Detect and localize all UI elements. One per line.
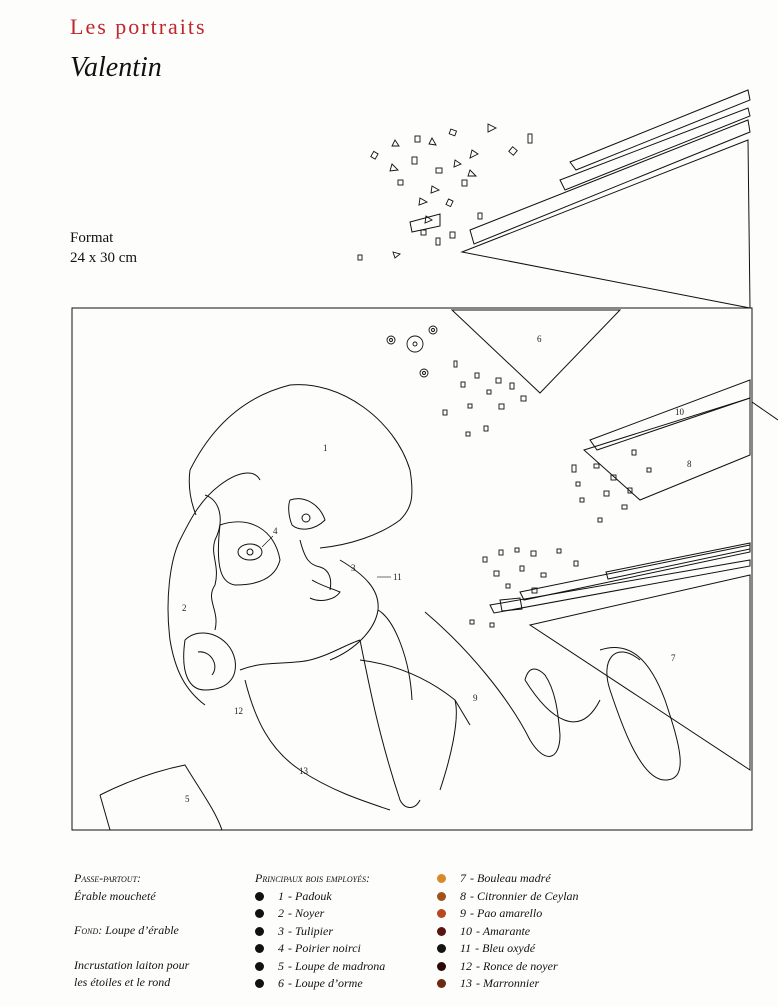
wood-color-dot: [437, 874, 446, 883]
wood-color-dot: [437, 927, 446, 936]
region-number: 9: [473, 693, 478, 703]
format-value: 24 x 30 cm: [70, 250, 138, 266]
wood-number: 9: [460, 906, 466, 920]
wood-number: 13: [460, 976, 472, 990]
wood-color-dot: [437, 944, 446, 953]
wood-item: [437, 888, 637, 906]
wood-name: - Marronnier: [476, 976, 540, 990]
wood-name: - Bouleau madré: [470, 871, 551, 885]
wood-item: [437, 940, 637, 958]
wood-number: 1: [278, 888, 284, 903]
fond-value: Loupe d’érable: [102, 923, 179, 937]
wood-number: 11: [460, 941, 472, 955]
region-number: 6: [537, 334, 542, 344]
wood-item: [437, 905, 637, 923]
artwork-frame: [72, 308, 752, 830]
wood-number: 12: [460, 958, 472, 973]
fond-label: Fond:: [74, 923, 103, 937]
wood-name: - Citronnier de Ceylan: [470, 888, 579, 903]
top-decoration: [358, 90, 750, 308]
wood-item: [255, 975, 445, 993]
wood-item: [437, 923, 637, 941]
passe-partout-value: Érable moucheté: [74, 888, 156, 903]
region-number: 13: [299, 766, 308, 776]
region-number: 5: [185, 794, 190, 804]
background-geometry: [387, 310, 750, 770]
region-number: 4: [273, 526, 278, 536]
wood-name: - Padouk: [288, 888, 332, 903]
incrustation-line-1: Incrustation laiton pour: [74, 957, 190, 972]
wood-number: 8: [460, 888, 466, 903]
wood-name: - Pao amarello: [470, 906, 543, 920]
incrustation-line-2: les étoiles et le rond: [74, 975, 171, 989]
region-number: 2: [182, 603, 187, 613]
wood-color-dot: [255, 962, 264, 971]
region-number: 1: [323, 443, 328, 453]
wood-item: [437, 958, 637, 976]
wood-number: 6: [278, 976, 284, 990]
wood-name: - Loupe d’orme: [288, 976, 363, 990]
series-title: Les portraits: [70, 14, 207, 39]
wood-item: [437, 870, 637, 888]
wood-number: 4: [278, 941, 284, 955]
region-number: 7: [671, 653, 676, 663]
wood-color-dot: [437, 909, 446, 918]
wood-item: [255, 958, 445, 976]
wood-item: [255, 905, 445, 923]
wood-number: 3: [278, 923, 284, 938]
region-number: 3: [351, 563, 356, 573]
legend-woods-col2: [437, 870, 637, 993]
wood-name: - Loupe de madrona: [288, 958, 386, 973]
legend-materials: [74, 870, 244, 992]
portrait-figure: [100, 385, 680, 830]
region-number: 11: [393, 572, 402, 582]
wood-color-dot: [255, 979, 264, 988]
wood-name: - Poirier noirci: [288, 941, 361, 955]
wood-color-dot: [255, 892, 264, 901]
wood-color-dot: [255, 944, 264, 953]
wood-color-dot: [437, 962, 446, 971]
wood-color-dot: [437, 979, 446, 988]
wood-number: 5: [278, 958, 284, 973]
format-label: Format: [70, 230, 114, 246]
wood-name: - Noyer: [288, 906, 325, 920]
wood-color-dot: [255, 909, 264, 918]
wood-number: 7: [460, 871, 466, 885]
woods-header: Principaux bois employés:: [255, 871, 370, 885]
region-number: 12: [234, 706, 243, 716]
wood-number: 2: [278, 906, 284, 920]
wood-name: - Tulipier: [288, 923, 334, 938]
wood-name: - Amarante: [476, 923, 531, 938]
region-numbers: [182, 334, 692, 804]
wood-item: [437, 975, 637, 993]
wood-item: [255, 888, 445, 906]
passe-partout-label: Passe-partout:: [74, 871, 142, 885]
wood-color-dot: [255, 927, 264, 936]
wood-item: [255, 923, 445, 941]
portrait-title: Valentin: [70, 52, 162, 83]
wood-item: [255, 940, 445, 958]
wood-name: - Ronce de noyer: [476, 958, 558, 973]
wood-number: 10: [460, 923, 472, 938]
wood-name: - Bleu oxydé: [475, 941, 536, 955]
wood-color-dot: [437, 892, 446, 901]
region-number: 10: [675, 407, 684, 417]
region-number: 8: [687, 459, 692, 469]
legend-woods-col1: [255, 870, 445, 993]
